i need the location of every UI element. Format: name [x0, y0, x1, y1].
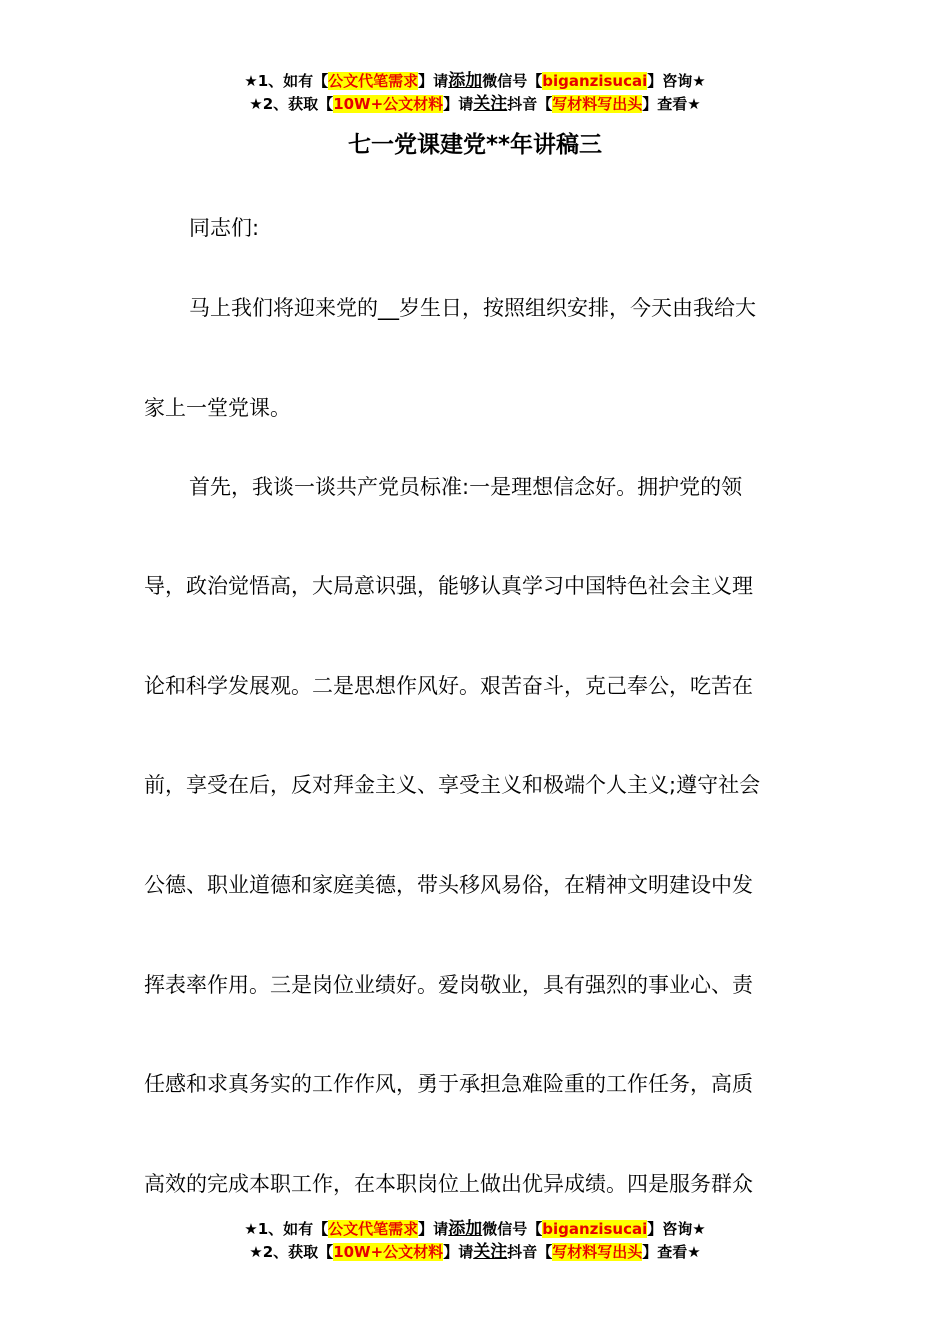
promo-emphasis: 添加 — [448, 71, 483, 91]
promo-text: ★1、如有【 — [244, 72, 329, 90]
promo-text: 】请 — [418, 1220, 449, 1238]
promo-line-1 — [0, 1218, 950, 1241]
promo-text: 抖音【 — [507, 95, 553, 113]
promo-text: 】查看★ — [642, 1243, 701, 1261]
promo-text: 】咨询★ — [647, 1220, 706, 1238]
promo-text: 】查看★ — [642, 95, 701, 113]
promo-highlight: biganzisucai — [542, 1220, 648, 1238]
body-line: 高效的完成本职工作，在本职岗位上做出优异成绩。四是服务群众 — [144, 1172, 753, 1196]
promo-text: 微信号【 — [482, 72, 543, 90]
promo-highlight: biganzisucai — [542, 72, 648, 90]
salutation: 同志们: — [189, 216, 260, 240]
body-line: 公德、职业道德和家庭美德，带头移风易俗，在精神文明建设中发 — [144, 873, 753, 897]
promo-text: 】请 — [443, 1243, 474, 1261]
promo-text: 】请 — [443, 95, 474, 113]
body-line: 家上一堂党课。 — [144, 396, 291, 420]
promo-highlight: 写材料写出头 — [552, 95, 643, 113]
promo-highlight: 公文代笔需求 — [328, 72, 419, 90]
body-line: 首先，我谈一谈共产党员标准:一是理想信念好。拥护党的领 — [189, 475, 743, 499]
promo-text: 】咨询★ — [647, 72, 706, 90]
body-line: 导，政治觉悟高，大局意识强，能够认真学习中国特色社会主义理 — [144, 574, 753, 598]
promo-header-top — [0, 70, 950, 116]
promo-text: 抖音【 — [507, 1243, 553, 1261]
promo-line-2 — [0, 1241, 950, 1264]
body-line: 前，享受在后，反对拜金主义、享受主义和极端个人主义;遵守社会 — [144, 773, 761, 797]
promo-highlight: 10W+公文材料 — [333, 1243, 444, 1261]
promo-text: ★2、获取【 — [249, 1243, 334, 1261]
promo-highlight: 公文代笔需求 — [328, 1220, 419, 1238]
promo-line-2 — [0, 93, 950, 116]
body-line: 任感和求真务实的工作作风，勇于承担急难险重的工作任务，高质 — [144, 1072, 753, 1096]
promo-highlight: 10W+公文材料 — [333, 95, 444, 113]
promo-line-1 — [0, 70, 950, 93]
promo-emphasis: 关注 — [473, 1242, 508, 1262]
body-line: 论和科学发展观。二是思想作风好。艰苦奋斗，克己奉公，吃苦在 — [144, 674, 753, 698]
promo-text: 微信号【 — [482, 1220, 543, 1238]
body-line: 马上我们将迎来党的__岁生日，按照组织安排，今天由我给大 — [189, 296, 756, 320]
promo-text: 】请 — [418, 72, 449, 90]
promo-header-bottom — [0, 1218, 950, 1264]
promo-emphasis: 关注 — [473, 94, 508, 114]
promo-text: ★2、获取【 — [249, 95, 334, 113]
document-title: 七一党课建党**年讲稿三 — [347, 132, 603, 158]
promo-emphasis: 添加 — [448, 1219, 483, 1239]
body-line: 挥表率作用。三是岗位业绩好。爱岗敬业，具有强烈的事业心、责 — [144, 973, 753, 997]
promo-highlight: 写材料写出头 — [552, 1243, 643, 1261]
promo-text: ★1、如有【 — [244, 1220, 329, 1238]
